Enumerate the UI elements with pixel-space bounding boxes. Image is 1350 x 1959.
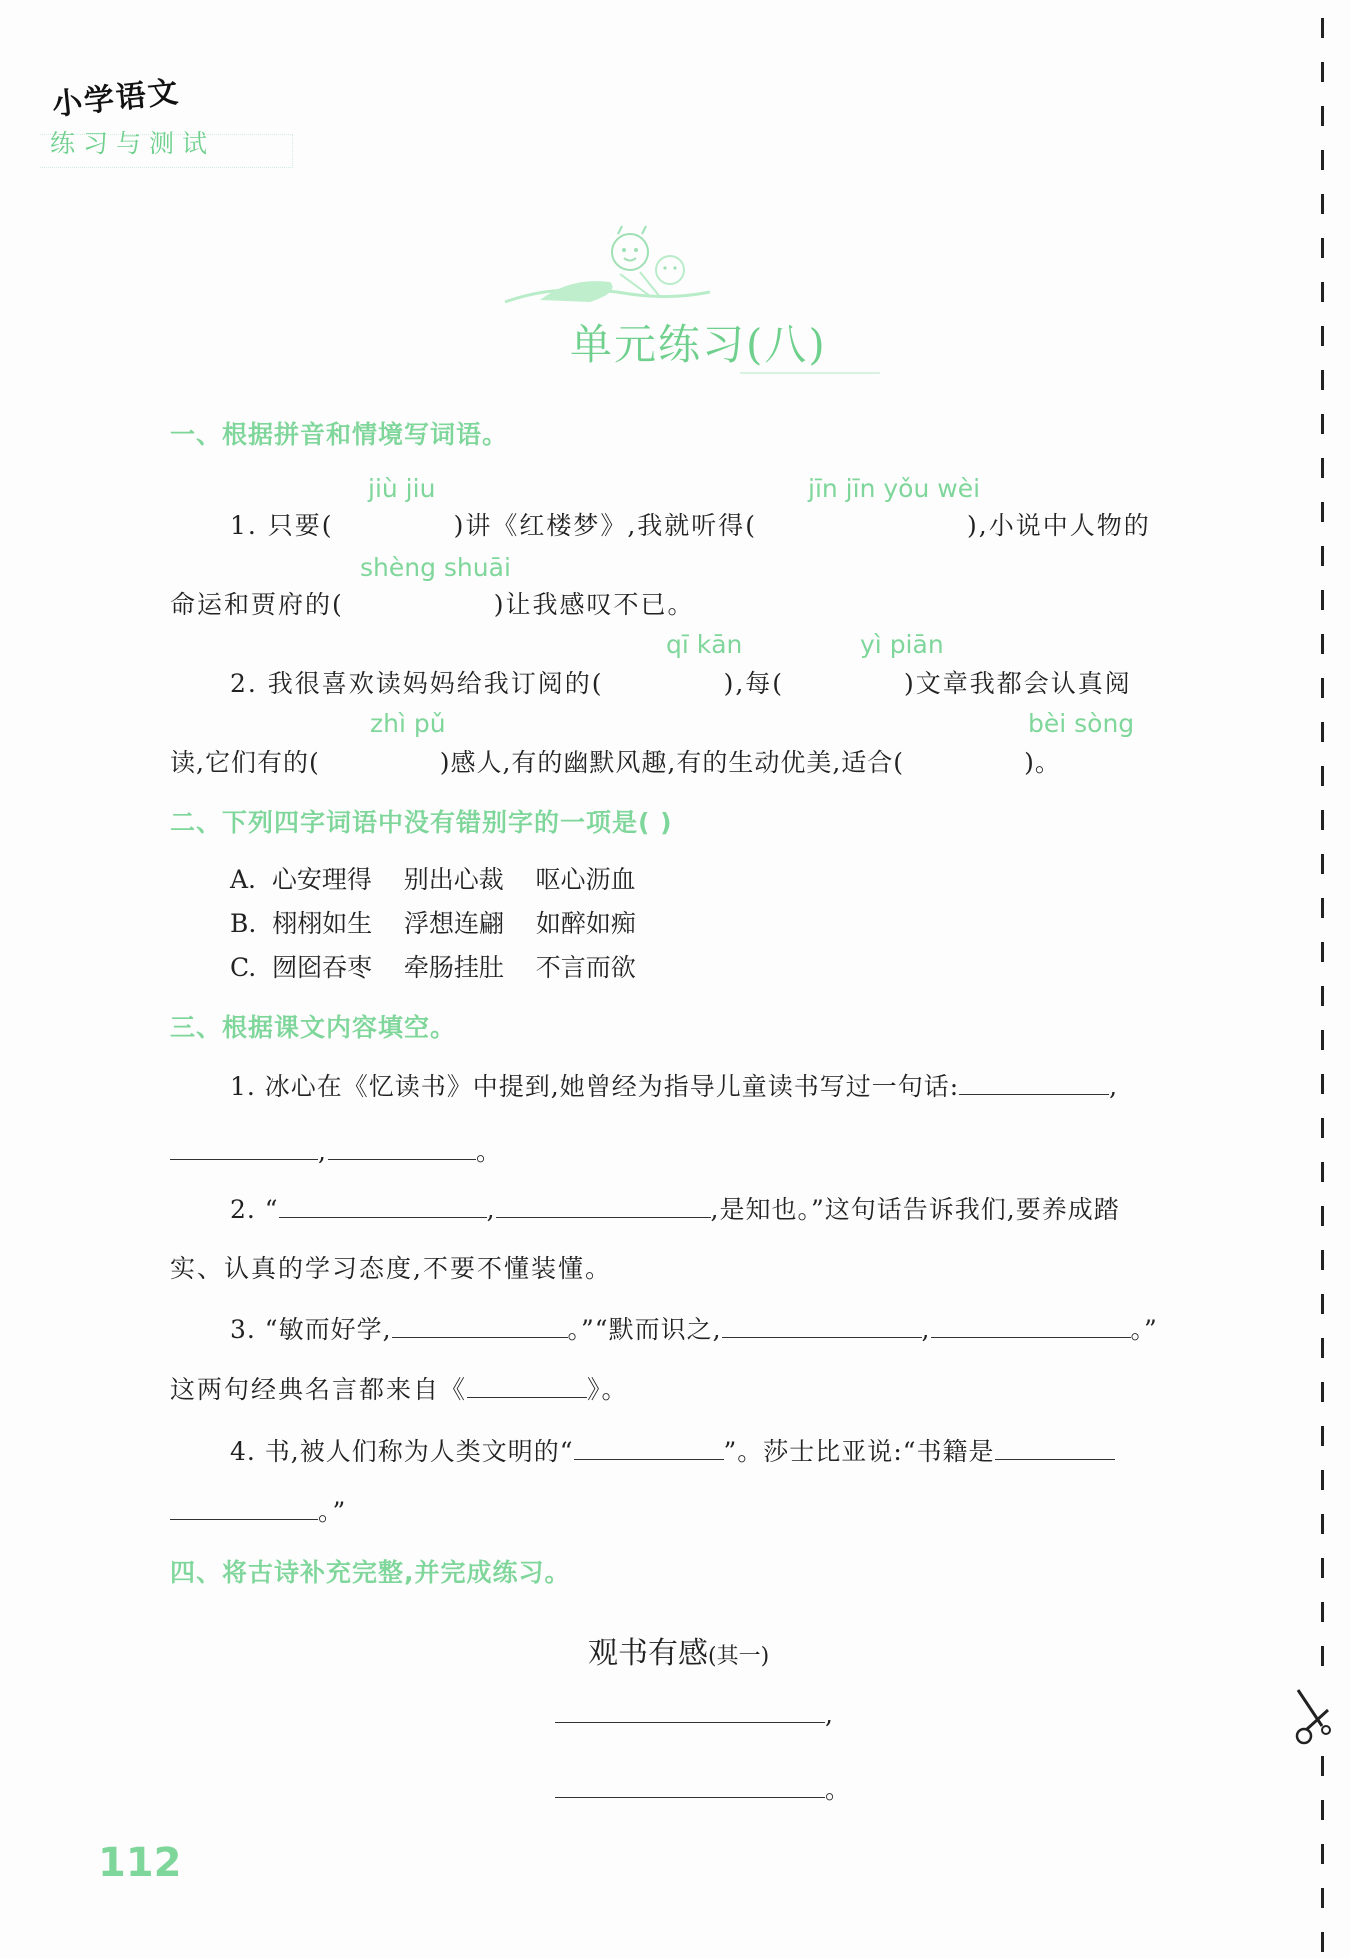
answer-blank[interactable] [279,1195,487,1218]
section-1-heading: 一、根据拼音和情境写词语。 [170,420,509,449]
answer-blank[interactable] [467,1375,587,1398]
question-3-1-line-1: 1. 冰心在《忆读书》中提到,她曾经为指导儿童读书写过一句话: , [230,1072,1119,1101]
answer-blank[interactable] [170,1497,318,1520]
question-1-1-line-2: 命运和贾府的( )让我感叹不已。 [170,590,695,619]
poem-line-1: , [555,1700,835,1729]
question-3-1-line-2: , 。 [170,1132,503,1168]
answer-blank[interactable] [392,1315,568,1338]
section-2-heading: 二、下列四字词语中没有错别字的一项是( ) [170,808,673,837]
pinyin-shengshuai: shèng shuāi [360,553,511,582]
brand-title: 小学语文 [50,74,182,123]
poem-title: 观书有感(其一) [588,1636,770,1671]
pinyin-zhipu: zhì pǔ [370,709,446,738]
question-3-2-line-1: 2. “ , ,是知也。”这句话告诉我们,要养成踏 [230,1195,1120,1224]
answer-blank[interactable] [555,1775,825,1798]
answer-blank[interactable] [959,1072,1109,1095]
pinyin-jinjinyouwei: jīn jīn yǒu wèi [808,474,981,503]
question-3-3-line-2: 这两句经典名言都来自《 》。 [170,1375,629,1404]
question-1-2-line-1: 2. 我很喜欢读妈妈给我订阅的( ),每( )文章我都会认真阅 [230,669,1132,698]
question-1-2-line-2: 读,它们有的( )感人,有的幽默风趣,有的生动优美,适合( )。 [170,748,1061,777]
pinyin-jiujiu: jiù jiu [368,474,436,503]
option-b: B. 栩栩如生 浮想连翩 如醉如痴 [230,909,636,938]
unit-title: 单元练习(八) [570,320,827,369]
answer-blank[interactable] [496,1195,711,1218]
kids-decoration-icon [500,222,720,312]
question-3-3-line-1: 3. “敏而好学, 。”“默而识之, , 。” [230,1315,1158,1344]
question-3-4-line-1: 4. 书,被人们称为人类文明的“ ”。莎士比亚说:“书籍是 [230,1432,1115,1468]
answer-blank[interactable] [328,1137,476,1160]
brand-subtitle: 练习与测试 [50,129,216,158]
question-1-1-line-1: 1. 只要( )讲《红楼梦》,我就听得( ),小说中人物的 [230,511,1151,540]
answer-blank[interactable] [574,1437,724,1460]
section-3-heading: 三、根据课文内容填空。 [170,1013,457,1042]
page-number: 112 [98,1840,182,1886]
poem-line-2: 。 [555,1770,852,1806]
question-3-2-line-2: 实、认真的学习态度,不要不懂装懂。 [170,1254,612,1283]
pinyin-qikan: qī kān [666,630,743,659]
answer-blank[interactable] [555,1700,825,1723]
answer-blank[interactable] [170,1137,318,1160]
pinyin-yipian: yì piān [860,630,944,659]
scissors-icon [1292,1686,1336,1746]
title-underline [740,372,880,374]
pinyin-beisong: bèi sòng [1028,709,1135,738]
answer-blank[interactable] [931,1315,1131,1338]
option-a: A. 心安理得 别出心裁 呕心沥血 [230,865,636,894]
question-3-4-line-2: 。” [170,1492,347,1528]
option-c: C. 囫囵吞枣 牵肠挂肚 不言而欲 [230,953,636,982]
answer-blank[interactable] [995,1437,1115,1460]
answer-blank[interactable] [722,1315,922,1338]
section-4-heading: 四、将古诗补充完整,并完成练习。 [170,1558,571,1587]
